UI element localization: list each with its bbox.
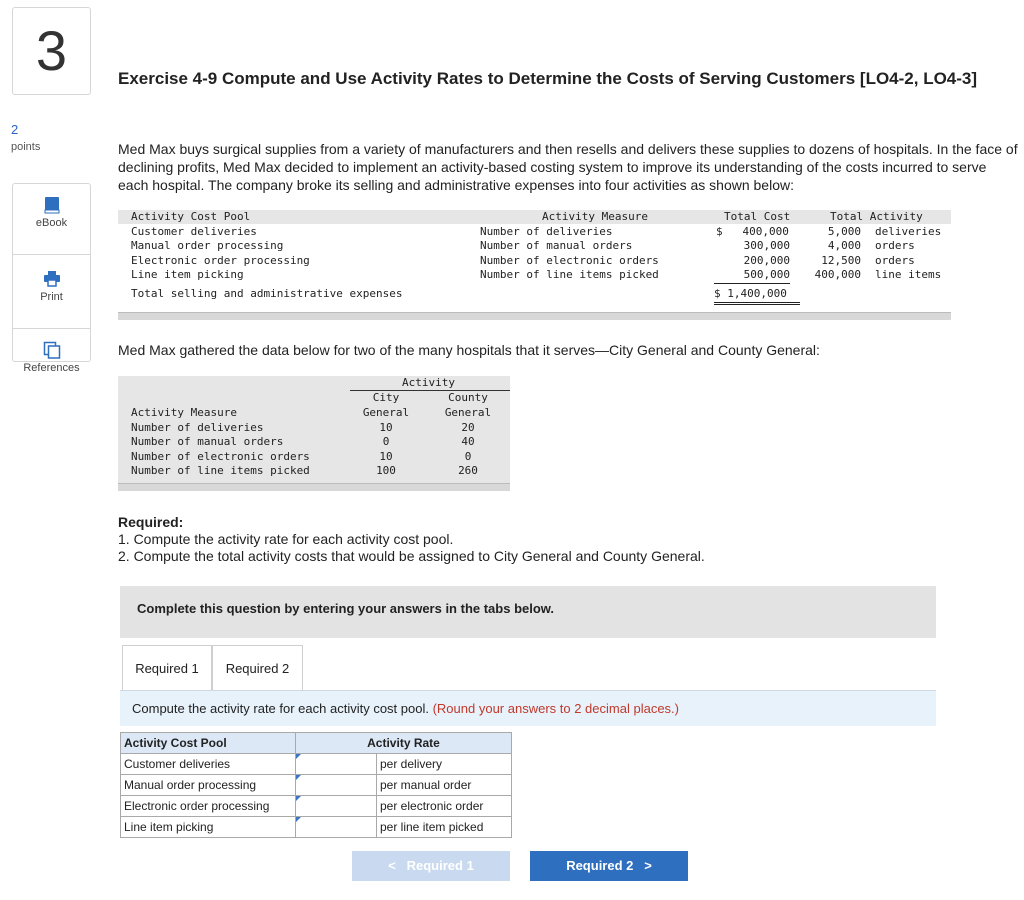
tab-required-2[interactable]: Required 2	[212, 645, 303, 692]
print-label: Print	[40, 291, 63, 303]
total-label: Total selling and administrative expenses	[131, 287, 403, 300]
book-icon	[42, 195, 62, 215]
answer-input-cell	[296, 754, 377, 775]
table-row-cost: 500,000	[714, 268, 790, 284]
total-value: $ 1,400,000	[714, 287, 800, 305]
prev-button-label: Required 1	[406, 858, 474, 873]
points-value: 2	[11, 122, 19, 137]
table-row-unit: orders	[875, 253, 915, 267]
group-header: Activity	[402, 376, 455, 389]
answer-input-cell	[296, 775, 377, 796]
table-row-measure: Number of line items picked	[131, 464, 310, 477]
question-number: 3	[12, 7, 91, 95]
table-row-qty: 400,000	[814, 268, 861, 281]
table-bottom-bar	[118, 312, 951, 320]
answer-input-cell	[296, 817, 377, 838]
points-label: points	[11, 141, 41, 153]
table-row-measure: Number of electronic orders	[131, 449, 310, 463]
col-county-line2: General	[444, 406, 492, 419]
chevron-right-icon: >	[644, 858, 652, 873]
measure-header: Activity Measure	[131, 406, 237, 419]
table-row-measure: Number of deliveries	[131, 420, 264, 434]
required-item-2: 2. Compute the total activity costs that would be assigned to City General and County General.	[118, 548, 705, 564]
references-label: References	[23, 362, 80, 374]
table-row-qty: 5,000	[827, 224, 861, 238]
rate-input-manual-order[interactable]	[296, 775, 376, 795]
hospital-activity-table	[118, 376, 510, 490]
table-row-measure: Number of deliveries	[480, 224, 613, 238]
table-row-city: 0	[382, 435, 390, 448]
answer-row-unit: per manual order	[377, 775, 512, 796]
table-row-qty: 4,000	[827, 239, 861, 252]
table-row	[121, 796, 512, 817]
col-city-line1: City	[372, 391, 400, 404]
required-label: Required:	[118, 514, 184, 530]
answer-row-unit: per delivery	[377, 754, 512, 775]
table-row-unit: orders	[875, 239, 915, 252]
problem-intro: Med Max buys surgical supplies from a variety of manufacturers and then resells and delivers these supplies to dozens of hospitals. In the face of declining profits, Med Max decided to implement an activity-based costing system to improve its understanding of the costs incurred to serve each hospital. The company broke its selling and administrative expenses into four activities as shown below:	[118, 141, 1018, 193]
col-city-line2: General	[362, 406, 410, 419]
header-total-activity: Total Activity	[830, 210, 923, 223]
rate-input-line-item[interactable]	[296, 817, 376, 837]
references-button[interactable]	[13, 340, 90, 399]
next-required-button[interactable]	[530, 851, 688, 881]
answer-header-rate: Activity Rate	[296, 733, 512, 754]
table-row-qty: 12,500	[821, 253, 861, 267]
required-item-1: 1. Compute the activity rate for each activity cost pool.	[118, 531, 454, 547]
col-county-line1: County	[448, 391, 488, 404]
instructions-banner	[120, 586, 936, 638]
answer-table	[120, 732, 512, 838]
table-row-pool: Electronic order processing	[131, 253, 310, 267]
tab-instruction	[120, 690, 936, 726]
table-row-county: 40	[461, 435, 475, 448]
table-row-measure: Number of manual orders	[480, 239, 633, 252]
header-pool: Activity Cost Pool	[131, 210, 251, 223]
rate-input-electronic-order[interactable]	[296, 796, 376, 816]
answer-row-pool: Electronic order processing	[121, 796, 296, 817]
resource-rail	[12, 183, 91, 374]
hospital-data-intro: Med Max gathered the data below for two of the many hospitals that it serves—City General and County General:	[118, 342, 820, 358]
print-icon	[42, 269, 62, 289]
ebook-button[interactable]	[13, 195, 90, 255]
table-row-pool: Customer deliveries	[131, 224, 257, 238]
table-row-pool: Manual order processing	[131, 239, 284, 252]
table-row-county: 20	[461, 420, 475, 434]
required-section	[118, 514, 705, 565]
table-row-county: 0	[464, 449, 472, 463]
complete-text: Complete this question by entering your answers in the tabs below.	[137, 601, 555, 616]
table-row-county: 260	[458, 464, 478, 477]
rounding-hint: (Round your answers to 2 decimal places.)	[432, 701, 679, 716]
table-row-cost: $ 400,000	[716, 224, 789, 238]
answer-row-pool: Line item picking	[121, 817, 296, 838]
answer-header-pool: Activity Cost Pool	[121, 733, 296, 754]
table-row-measure: Number of electronic orders	[480, 253, 659, 267]
table-row-measure: Number of manual orders	[131, 435, 284, 448]
answer-row-unit: per electronic order	[377, 796, 512, 817]
rate-input-customer-deliveries[interactable]	[296, 754, 376, 774]
answer-header-row	[121, 733, 512, 754]
answer-row-unit: per line item picked	[377, 817, 512, 838]
answer-row-pool: Customer deliveries	[121, 754, 296, 775]
table-row-pool: Line item picking	[131, 268, 244, 281]
chevron-left-icon: <	[388, 858, 396, 873]
table-bottom-bar	[118, 483, 510, 491]
header-total-cost: Total Cost	[724, 210, 791, 223]
table-row-city: 100	[376, 464, 396, 477]
table-row-unit: deliveries	[875, 224, 942, 238]
answer-row-pool: Manual order processing	[121, 775, 296, 796]
table-row-city: 10	[379, 449, 393, 463]
table-row-cost: 200,000	[743, 253, 790, 267]
table-row	[121, 754, 512, 775]
print-button[interactable]	[13, 269, 90, 329]
instruction-text: Compute the activity rate for each activity cost pool.	[132, 701, 429, 716]
prev-required-button[interactable]	[352, 851, 510, 881]
answer-input-cell	[296, 796, 377, 817]
table-row	[121, 775, 512, 796]
table-row-unit: line items	[875, 268, 942, 281]
table-row-measure: Number of line items picked	[480, 268, 659, 281]
tab-required-1[interactable]: Required 1	[122, 645, 212, 691]
next-button-label: Required 2	[566, 858, 634, 873]
ebook-label: eBook	[35, 217, 68, 229]
activity-cost-table	[118, 210, 951, 319]
exercise-title: Exercise 4-9 Compute and Use Activity Rates to Determine the Costs of Serving Customers [LO4-2, LO4-3]	[118, 69, 978, 88]
table-row-city: 10	[379, 420, 393, 434]
table-row	[121, 817, 512, 838]
table-row-cost: 300,000	[743, 239, 790, 252]
header-measure: Activity Measure	[542, 210, 648, 223]
references-icon	[42, 340, 62, 360]
